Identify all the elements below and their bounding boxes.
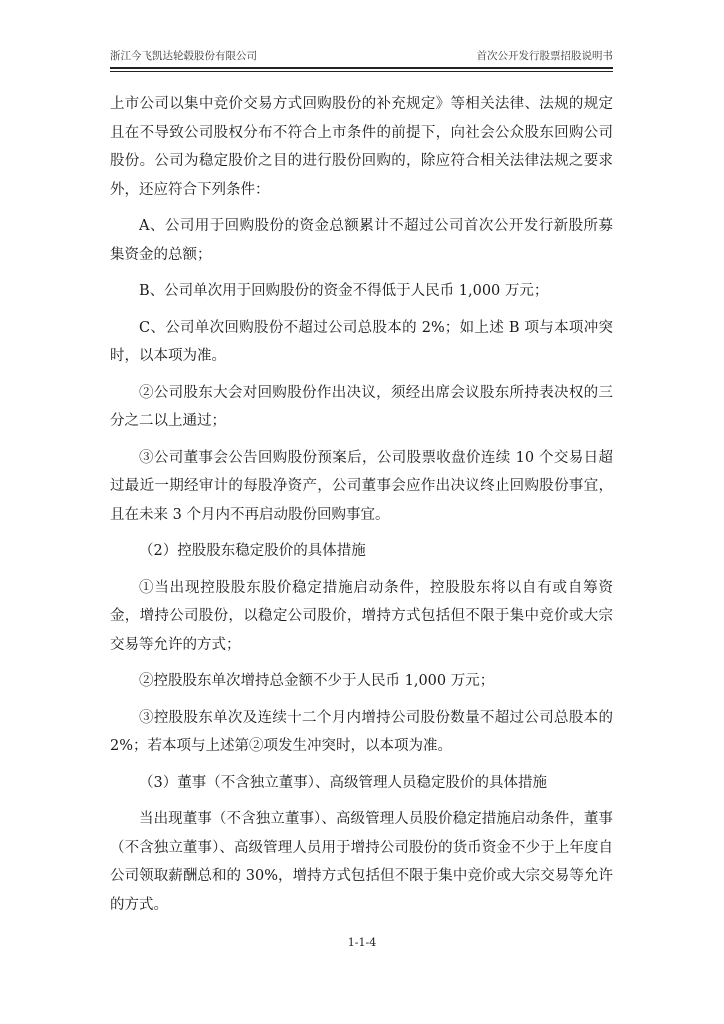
- paragraph: ③控股股东单次及连续十二个月内增持公司股份数量不超过公司总股本的 2%；若本项与上述第②项发生冲突时，以本项为准。: [110, 709, 613, 754]
- paragraph: ①当出现控股股东股价稳定措施启动条件，控股股东将以自有或自筹资金，增持公司股份，以稳定公司股价，增持方式包括但不限于集中竞价或大宗交易等允许的方式；: [110, 579, 613, 653]
- paragraph: B、公司单次用于回购股份的资金不得低于人民币 1,000 万元；: [139, 283, 549, 299]
- paragraph: 上市公司以集中竞价交易方式回购股份的补充规定》等相关法律、法规的规定且在不导致公司股权分布不符合上市条件的前提下，向社会公众股东回购公司股份。公司为稳定股价之目的进行股份回购的，除应符合相关法律法规之要求外，还应符合下列条件：: [110, 96, 613, 198]
- section-heading: （3）董事（不含独立董事）、高级管理人员稳定股价的具体措施: [139, 774, 547, 791]
- paragraph: A、公司用于回购股份的资金总额累计不超过公司首次公开发行新股所募集资金的总额；: [110, 218, 613, 263]
- paragraph: 当出现董事（不含独立董事）、高级管理人员股价稳定措施启动条件，董事（不含独立董事）、高级管理人员用于增持公司股份的货币资金不少于上年度自公司领取薪酬总和的 30%，增持方式包括但不限于集中竞价或大宗交易等允许的方式。: [110, 811, 613, 913]
- page-number: 1-1-4: [347, 936, 377, 949]
- paragraph: ③公司董事会公告回购股份预案后，公司股票收盘价连续 10 个交易日超过最近一期经审计的每股净资产，公司董事会应作出决议终止回购股份事宜，且在未来 3 个月内不再启动股份回购事宜。: [110, 449, 613, 523]
- header-document-title: 首次公开发行股票招股说明书: [476, 50, 613, 62]
- document-body: [110, 90, 613, 927]
- paragraph: ②控股股东单次增持总金额不少于人民币 1,000 万元；: [139, 673, 495, 689]
- page-header: [110, 48, 613, 69]
- section-heading: （2）控股股东稳定股价的具体措施: [139, 543, 366, 559]
- paragraph: C、公司单次回购股份不超过公司总股本的 2%；如上述 B 项与本项冲突时，以本项为准。: [110, 319, 613, 364]
- header-company-name: 浙江今飞凯达轮毂股份有限公司: [110, 50, 257, 62]
- paragraph: ②公司股东大会对回购股份作出决议，须经出席会议股东所持表决权的三分之二以上通过；: [110, 384, 613, 429]
